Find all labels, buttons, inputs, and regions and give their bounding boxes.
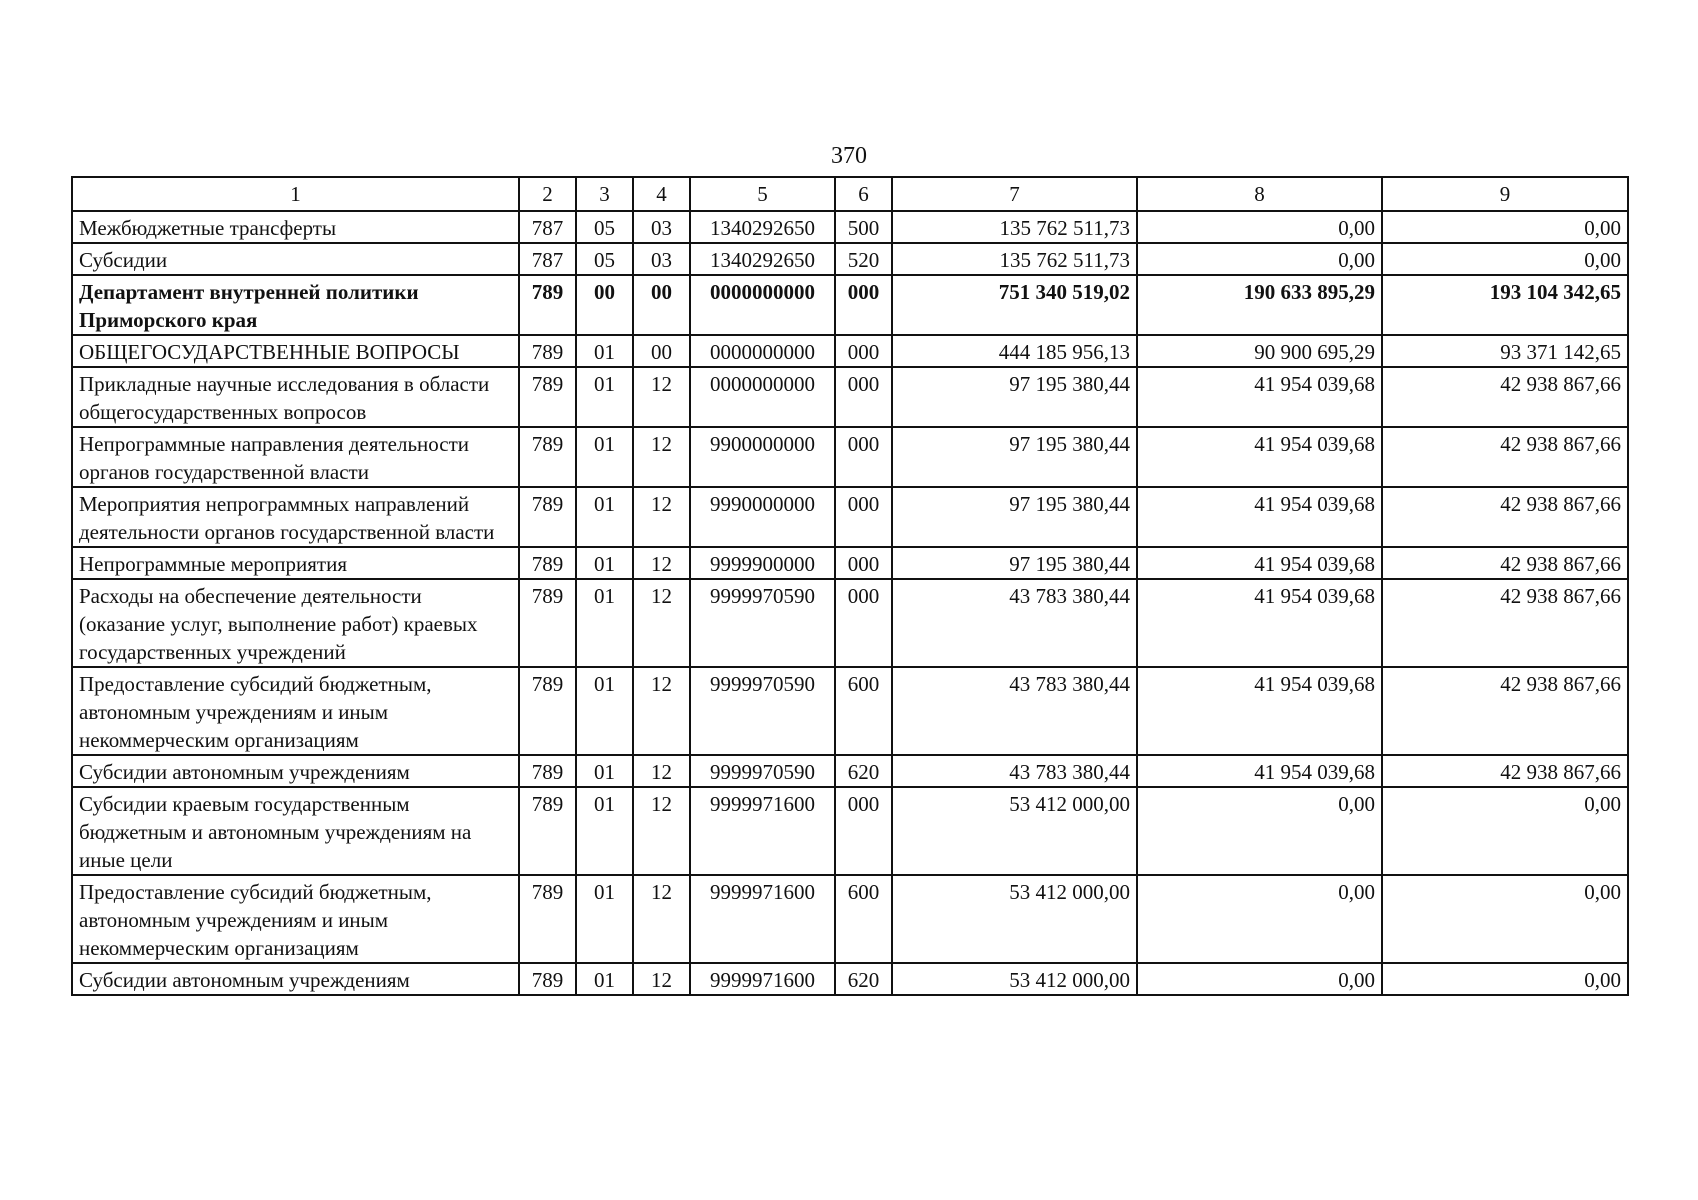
ministry-code-cell: 789 [519, 487, 576, 547]
section-code-cell: 01 [576, 367, 633, 427]
amount-col9-cell: 42 938 867,66 [1382, 755, 1628, 787]
section-code-cell: 01 [576, 787, 633, 875]
table-row [72, 963, 1628, 995]
expense-type-cell: 000 [835, 427, 892, 487]
amount-col7-cell: 43 783 380,44 [892, 667, 1137, 755]
expense-type-cell: 600 [835, 667, 892, 755]
target-article-cell: 0000000000 [690, 367, 835, 427]
table-row [72, 335, 1628, 367]
subsection-code-cell: 12 [633, 787, 690, 875]
budget-table [71, 176, 1629, 996]
target-article-cell: 9999971600 [690, 963, 835, 995]
amount-col7-cell: 97 195 380,44 [892, 547, 1137, 579]
table-row [72, 367, 1628, 427]
row-name-cell: Департамент внутренней политики Приморского края [72, 275, 519, 335]
ministry-code-cell: 789 [519, 963, 576, 995]
amount-col7-cell: 97 195 380,44 [892, 367, 1137, 427]
section-code-cell: 00 [576, 275, 633, 335]
target-article-cell: 9999970590 [690, 755, 835, 787]
row-name-cell: Расходы на обеспечение деятельности (оказание услуг, выполнение работ) краевых государственных учреждений [72, 579, 519, 667]
table-row [72, 427, 1628, 487]
row-name-cell: Непрограммные направления деятельности органов государственной власти [72, 427, 519, 487]
expense-type-cell: 620 [835, 963, 892, 995]
amount-col8-cell: 41 954 039,68 [1137, 755, 1382, 787]
section-code-cell: 05 [576, 243, 633, 275]
amount-col8-cell: 41 954 039,68 [1137, 367, 1382, 427]
row-name-cell: Прикладные научные исследования в области общегосударственных вопросов [72, 367, 519, 427]
column-header-6: 6 [835, 177, 892, 211]
amount-col9-cell: 42 938 867,66 [1382, 427, 1628, 487]
amount-col8-cell: 41 954 039,68 [1137, 487, 1382, 547]
amount-col7-cell: 53 412 000,00 [892, 875, 1137, 963]
section-code-cell: 01 [576, 755, 633, 787]
table-row [72, 547, 1628, 579]
amount-col7-cell: 43 783 380,44 [892, 755, 1137, 787]
section-code-cell: 01 [576, 875, 633, 963]
subsection-code-cell: 12 [633, 487, 690, 547]
expense-type-cell: 600 [835, 875, 892, 963]
ministry-code-cell: 787 [519, 243, 576, 275]
section-code-cell: 01 [576, 427, 633, 487]
table-row [72, 243, 1628, 275]
ministry-code-cell: 789 [519, 275, 576, 335]
amount-col9-cell: 42 938 867,66 [1382, 579, 1628, 667]
subsection-code-cell: 12 [633, 755, 690, 787]
amount-col8-cell: 41 954 039,68 [1137, 427, 1382, 487]
ministry-code-cell: 789 [519, 787, 576, 875]
table-row [72, 275, 1628, 335]
expense-type-cell: 000 [835, 335, 892, 367]
amount-col8-cell: 0,00 [1137, 963, 1382, 995]
row-name-cell: Мероприятия непрограммных направлений деятельности органов государственной власти [72, 487, 519, 547]
column-header-3: 3 [576, 177, 633, 211]
subsection-code-cell: 12 [633, 579, 690, 667]
expense-type-cell: 000 [835, 367, 892, 427]
subsection-code-cell: 00 [633, 335, 690, 367]
amount-col7-cell: 751 340 519,02 [892, 275, 1137, 335]
ministry-code-cell: 789 [519, 547, 576, 579]
subsection-code-cell: 12 [633, 367, 690, 427]
amount-col8-cell: 90 900 695,29 [1137, 335, 1382, 367]
amount-col7-cell: 97 195 380,44 [892, 487, 1137, 547]
column-header-9: 9 [1382, 177, 1628, 211]
column-header-4: 4 [633, 177, 690, 211]
amount-col7-cell: 135 762 511,73 [892, 211, 1137, 243]
amount-col8-cell: 0,00 [1137, 787, 1382, 875]
row-name-cell: Предоставление субсидий бюджетным, автономным учреждениям и иным некоммерческим организациям [72, 875, 519, 963]
amount-col7-cell: 135 762 511,73 [892, 243, 1137, 275]
ministry-code-cell: 789 [519, 427, 576, 487]
amount-col8-cell: 41 954 039,68 [1137, 667, 1382, 755]
amount-col8-cell: 41 954 039,68 [1137, 579, 1382, 667]
table-row [72, 579, 1628, 667]
amount-col9-cell: 42 938 867,66 [1382, 547, 1628, 579]
target-article-cell: 1340292650 [690, 243, 835, 275]
row-name-cell: Предоставление субсидий бюджетным, автономным учреждениям и иным некоммерческим организациям [72, 667, 519, 755]
table-header-row [72, 177, 1628, 211]
subsection-code-cell: 00 [633, 275, 690, 335]
subsection-code-cell: 12 [633, 427, 690, 487]
target-article-cell: 0000000000 [690, 335, 835, 367]
amount-col8-cell: 0,00 [1137, 243, 1382, 275]
row-name-cell: Субсидии краевым государственным бюджетным и автономным учреждениям на иные цели [72, 787, 519, 875]
amount-col7-cell: 97 195 380,44 [892, 427, 1137, 487]
ministry-code-cell: 789 [519, 667, 576, 755]
amount-col7-cell: 444 185 956,13 [892, 335, 1137, 367]
row-name-cell: Субсидии [72, 243, 519, 275]
section-code-cell: 01 [576, 667, 633, 755]
subsection-code-cell: 12 [633, 875, 690, 963]
amount-col9-cell: 0,00 [1382, 875, 1628, 963]
ministry-code-cell: 789 [519, 875, 576, 963]
table-row [72, 487, 1628, 547]
amount-col8-cell: 190 633 895,29 [1137, 275, 1382, 335]
column-header-7: 7 [892, 177, 1137, 211]
target-article-cell: 0000000000 [690, 275, 835, 335]
target-article-cell: 9999900000 [690, 547, 835, 579]
amount-col7-cell: 43 783 380,44 [892, 579, 1137, 667]
row-name-cell: Субсидии автономным учреждениям [72, 755, 519, 787]
column-header-1: 1 [72, 177, 519, 211]
column-header-5: 5 [690, 177, 835, 211]
subsection-code-cell: 03 [633, 243, 690, 275]
expense-type-cell: 000 [835, 275, 892, 335]
target-article-cell: 9900000000 [690, 427, 835, 487]
column-header-2: 2 [519, 177, 576, 211]
amount-col8-cell: 0,00 [1137, 875, 1382, 963]
amount-col9-cell: 93 371 142,65 [1382, 335, 1628, 367]
section-code-cell: 01 [576, 335, 633, 367]
target-article-cell: 9999970590 [690, 667, 835, 755]
table-row [72, 211, 1628, 243]
table-body [72, 211, 1628, 995]
table-row [72, 875, 1628, 963]
table-row [72, 787, 1628, 875]
amount-col9-cell: 0,00 [1382, 787, 1628, 875]
amount-col9-cell: 193 104 342,65 [1382, 275, 1628, 335]
row-name-cell: ОБЩЕГОСУДАРСТВЕННЫЕ ВОПРОСЫ [72, 335, 519, 367]
expense-type-cell: 000 [835, 579, 892, 667]
expense-type-cell: 500 [835, 211, 892, 243]
row-name-cell: Субсидии автономным учреждениям [72, 963, 519, 995]
section-code-cell: 01 [576, 579, 633, 667]
target-article-cell: 9999970590 [690, 579, 835, 667]
table-row [72, 755, 1628, 787]
amount-col7-cell: 53 412 000,00 [892, 787, 1137, 875]
section-code-cell: 05 [576, 211, 633, 243]
expense-type-cell: 520 [835, 243, 892, 275]
column-header-8: 8 [1137, 177, 1382, 211]
ministry-code-cell: 789 [519, 367, 576, 427]
table-row [72, 667, 1628, 755]
amount-col9-cell: 0,00 [1382, 211, 1628, 243]
expense-type-cell: 000 [835, 547, 892, 579]
target-article-cell: 9999971600 [690, 787, 835, 875]
target-article-cell: 9990000000 [690, 487, 835, 547]
subsection-code-cell: 03 [633, 211, 690, 243]
expense-type-cell: 000 [835, 787, 892, 875]
ministry-code-cell: 787 [519, 211, 576, 243]
ministry-code-cell: 789 [519, 755, 576, 787]
ministry-code-cell: 789 [519, 579, 576, 667]
section-code-cell: 01 [576, 547, 633, 579]
amount-col8-cell: 0,00 [1137, 211, 1382, 243]
row-name-cell: Межбюджетные трансферты [72, 211, 519, 243]
target-article-cell: 1340292650 [690, 211, 835, 243]
amount-col9-cell: 0,00 [1382, 963, 1628, 995]
expense-type-cell: 620 [835, 755, 892, 787]
amount-col9-cell: 42 938 867,66 [1382, 367, 1628, 427]
ministry-code-cell: 789 [519, 335, 576, 367]
section-code-cell: 01 [576, 487, 633, 547]
subsection-code-cell: 12 [633, 963, 690, 995]
subsection-code-cell: 12 [633, 667, 690, 755]
expense-type-cell: 000 [835, 487, 892, 547]
amount-col7-cell: 53 412 000,00 [892, 963, 1137, 995]
amount-col9-cell: 42 938 867,66 [1382, 487, 1628, 547]
row-name-cell: Непрограммные мероприятия [72, 547, 519, 579]
amount-col8-cell: 41 954 039,68 [1137, 547, 1382, 579]
amount-col9-cell: 0,00 [1382, 243, 1628, 275]
page-number: 370 [831, 143, 867, 169]
target-article-cell: 9999971600 [690, 875, 835, 963]
subsection-code-cell: 12 [633, 547, 690, 579]
amount-col9-cell: 42 938 867,66 [1382, 667, 1628, 755]
section-code-cell: 01 [576, 963, 633, 995]
